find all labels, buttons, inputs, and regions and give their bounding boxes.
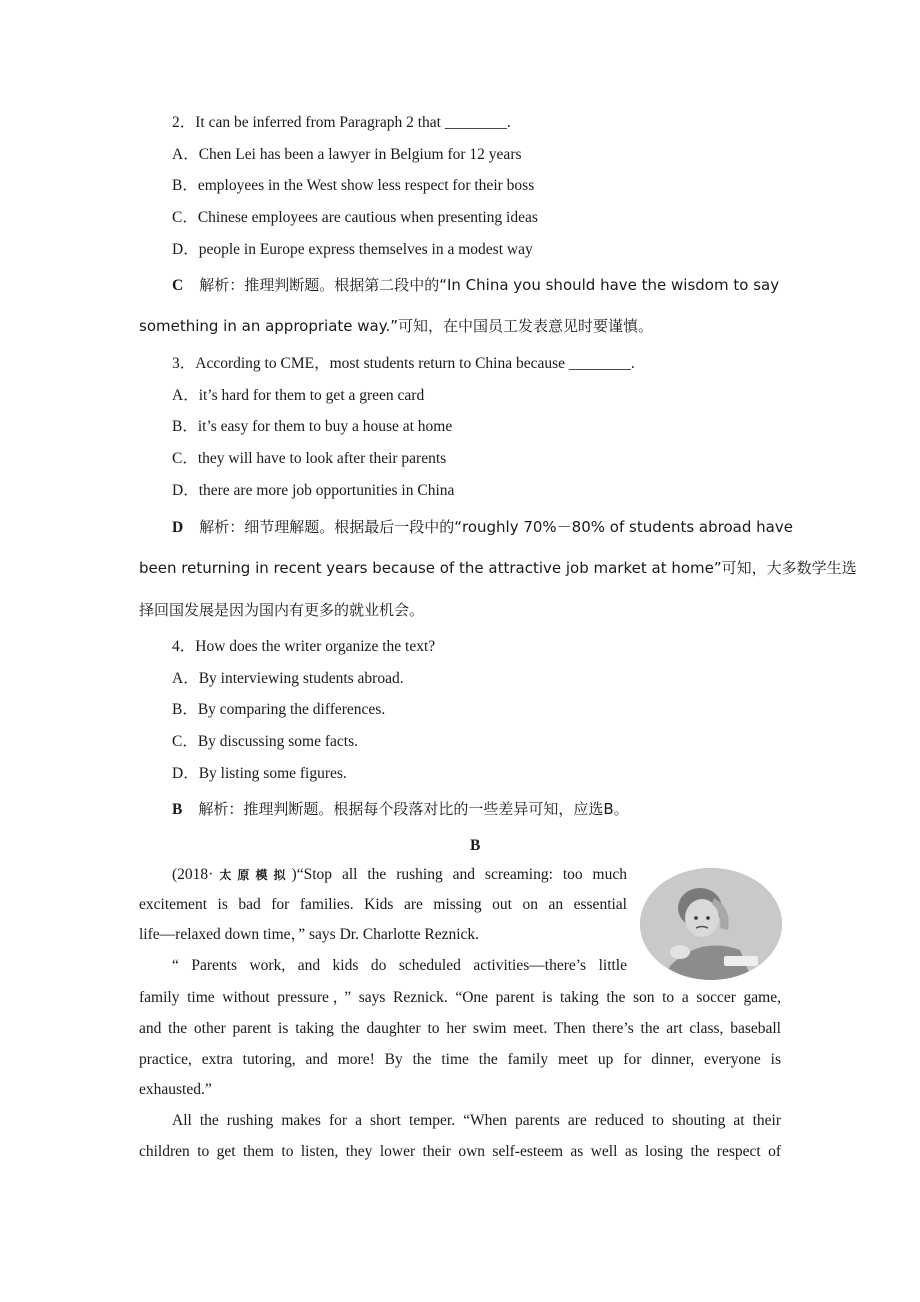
passage-p3-line2: children to get them to listen, they lower their own self-esteem as well as losing the respect of <box>139 1143 781 1160</box>
question-3-stem: 3．According to CME，most students return to China because ________. <box>172 355 635 372</box>
passage-p2-line5: exhausted.” <box>139 1081 212 1098</box>
child-illustration <box>640 868 782 980</box>
passage-p1-line1 <box>172 865 627 885</box>
question-3-analysis-cont2: 择回国发展是因为国内有更多的就业机会。 <box>139 601 425 619</box>
question-3-analysis-cont: been returning in recent years because of the attractive job market at home”可知，大多数学生选 <box>139 559 857 577</box>
question-4-option-a: A．By interviewing students abroad. <box>172 670 404 687</box>
answer-letter: B <box>172 801 183 818</box>
question-2-option-b: B．employees in the West show less respect for their boss <box>172 177 535 194</box>
question-2-analysis-cont: something in an appropriate way.”可知，在中国员工发表意见时要谨慎。 <box>139 317 654 335</box>
question-3-option-b: B．it’s easy for them to buy a house at home <box>172 418 453 435</box>
answer-letter: D <box>172 519 184 536</box>
question-4-analysis <box>172 799 629 820</box>
passage-p1-line3: life—relaxed down time，” says Dr. Charlotte Reznick. <box>139 926 480 943</box>
source-year: (2018· <box>172 866 214 883</box>
passage-p1-line2: excitement is bad for families. Kids are missing out on an essential <box>139 896 627 913</box>
stressed-child-photo <box>640 868 782 980</box>
question-4-option-b: B．By comparing the differences. <box>172 701 386 718</box>
analysis-text: 解析：推理判断题。根据每个段落对比的一些差异可知，应选B。 <box>198 800 629 818</box>
question-4-option-c: C．By discussing some facts. <box>172 733 358 750</box>
source-place: 太原模拟 <box>213 868 292 882</box>
analysis-text: 解析：推理判断题。根据第二段中的“In China you should have the wisdom to say <box>199 276 780 294</box>
question-3-option-a: A．it’s hard for them to get a green card <box>172 387 425 404</box>
passage-p2-line2: family time without pressure，” says Reznick. “One parent is taking the son to a soccer game, <box>139 989 781 1006</box>
question-3-option-c: C．they will have to look after their parents <box>172 450 447 467</box>
passage-text: “Stop all the rushing and screaming: too much <box>296 866 627 883</box>
question-4-option-d: D．By listing some figures. <box>172 765 347 782</box>
passage-p3-line1: All the rushing makes for a short temper. “When parents are reduced to shouting at their <box>172 1112 781 1129</box>
question-2-analysis <box>172 275 781 296</box>
question-3-option-d: D．there are more job opportunities in China <box>172 482 455 499</box>
question-3-analysis <box>172 517 793 538</box>
question-2-option-d: D．people in Europe express themselves in a modest way <box>172 241 533 258</box>
passage-p2-line3: and the other parent is taking the daughter to her swim meet. Then there’s the art class, baseball <box>139 1020 781 1037</box>
question-2-stem: 2．It can be inferred from Paragraph 2 that ________. <box>172 114 511 131</box>
passage-p2-line1: “ Parents work, and kids do scheduled activities—there’s little <box>172 957 627 974</box>
question-2-option-c: C．Chinese employees are cautious when presenting ideas <box>172 209 538 226</box>
analysis-text: 解析：细节理解题。根据最后一段中的“roughly 70%－80% of students abroad have <box>199 518 793 536</box>
question-2-option-a: A．Chen Lei has been a lawyer in Belgium for 12 years <box>172 146 522 163</box>
source-close: ) <box>291 866 297 883</box>
section-heading: B <box>470 837 481 854</box>
passage-p2-line4: practice, extra tutoring, and more! By the time the family meet up for dinner, everyone is <box>139 1051 781 1068</box>
answer-letter: C <box>172 277 184 294</box>
question-4-stem: 4．How does the writer organize the text? <box>172 638 436 655</box>
